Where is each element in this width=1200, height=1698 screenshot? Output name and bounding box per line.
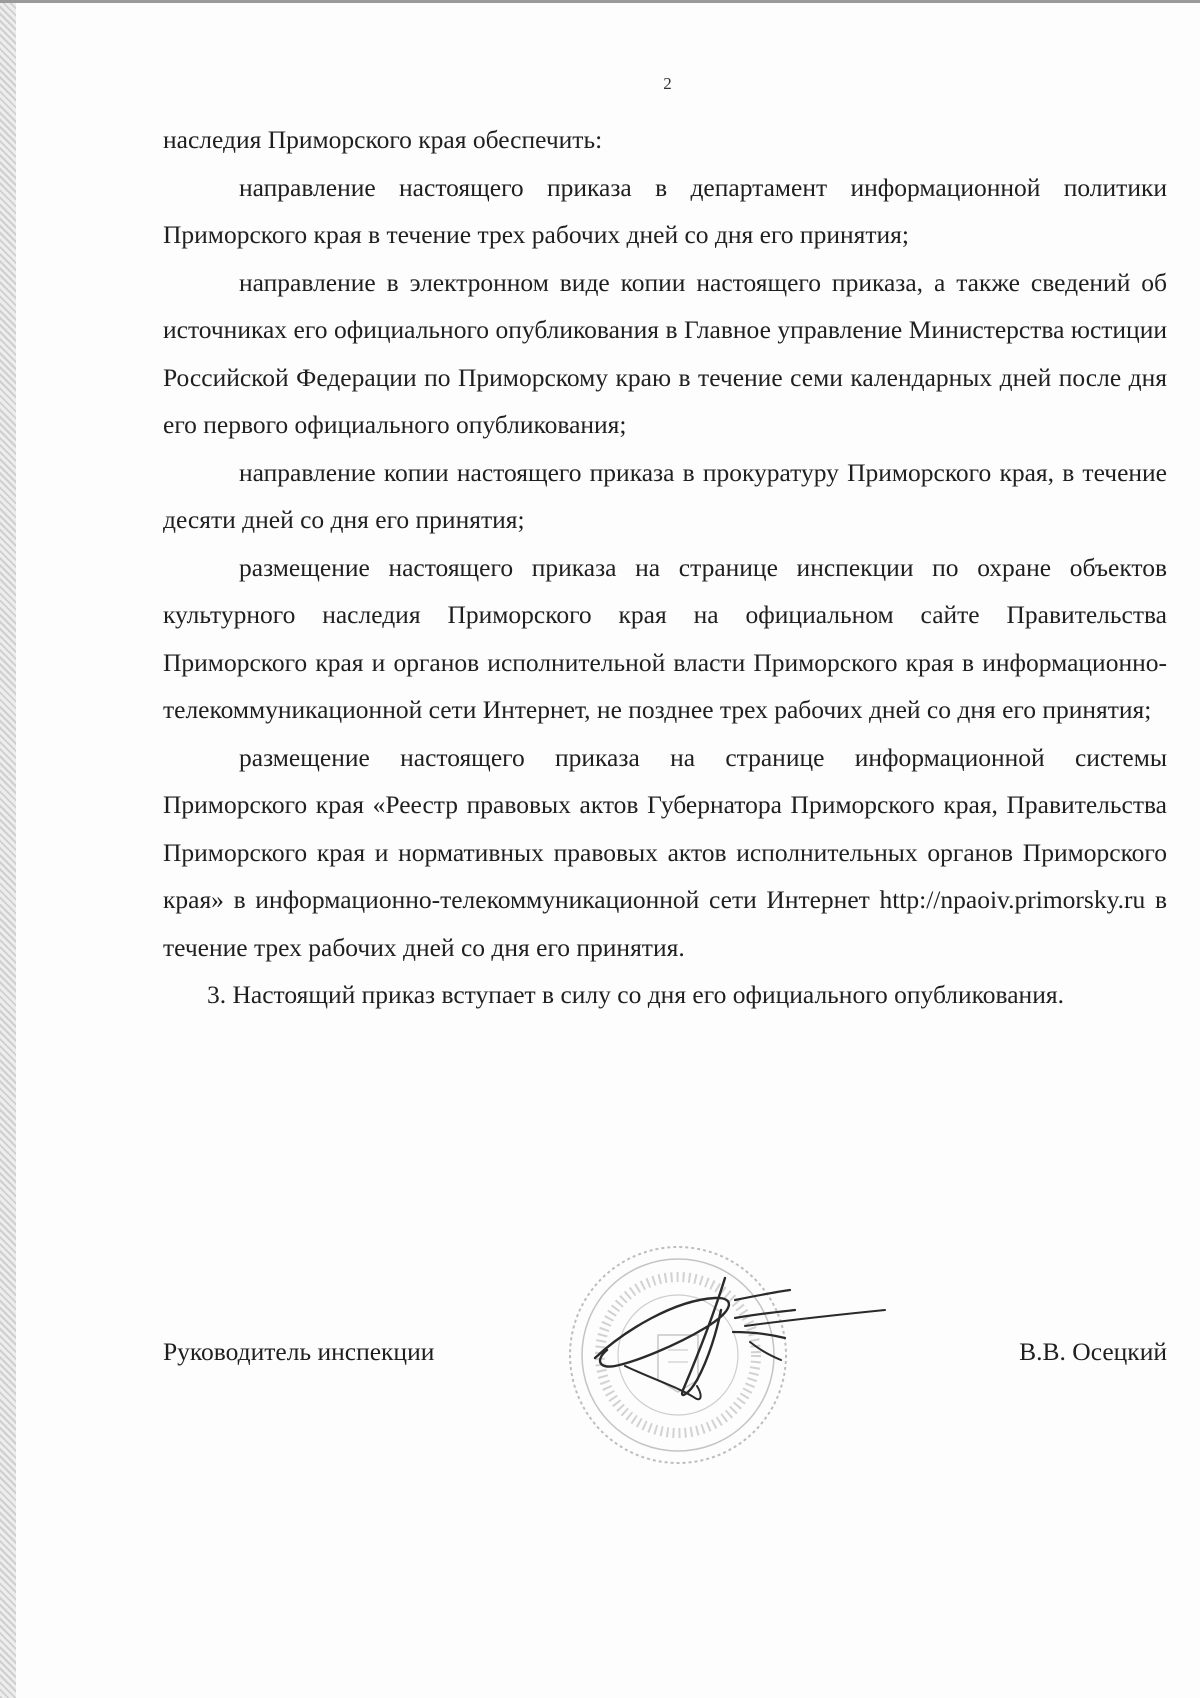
page-number: 2: [663, 74, 672, 93]
paragraph-continuation: наследия Приморского края обеспечить:: [163, 125, 603, 154]
document-body: [163, 116, 1167, 1019]
paragraph-info-policy: направление настоящего приказа в департамент информационной политики Приморского края в течение трех рабочих дней со дня его принятия;: [163, 172, 1167, 249]
signer-title: Руководитель инспекции: [163, 1337, 435, 1366]
paragraph-registry: размещение настоящего приказа на странице информационной системы Приморского края «Реестр правовых актов Губернатора Приморского края, Правительства Приморского края и нормативных правовых актов исполнительных органов Приморского края» в информационно-телекоммуникационной сети Интернет http://npaoiv.primorsky.ru в течение трех рабочих дней со дня его принятия.: [163, 742, 1167, 962]
paragraph-prosecutor: направление копии настоящего приказа в прокуратуру Приморского края, в течение десяти дней со дня его принятия;: [163, 457, 1167, 534]
paragraph-official-site: размещение настоящего приказа на странице инспекции по охране объектов культурного наследия Приморского края на официальном сайте Правительства Приморского края и органов исполнительной власти Приморского края в информационно-телекоммуникационной сети Интернет, не позднее трех рабочих дней со дня его принятия;: [163, 552, 1167, 724]
paragraph-effective-date: 3. Настоящий приказ вступает в силу со дня его официального опубликования.: [207, 980, 1064, 1009]
signature-block: [163, 1328, 1167, 1376]
signer-name: В.В. Осецкий: [1019, 1337, 1167, 1366]
paragraph-ministry-justice: направление в электронном виде копии настоящего приказа, а также сведений об источниках его официального опубликования в Главное управление Министерства юстиции Российской Федерации по Приморскому краю в течение семи календарных дней после дня его первого официального опубликования;: [163, 267, 1167, 439]
